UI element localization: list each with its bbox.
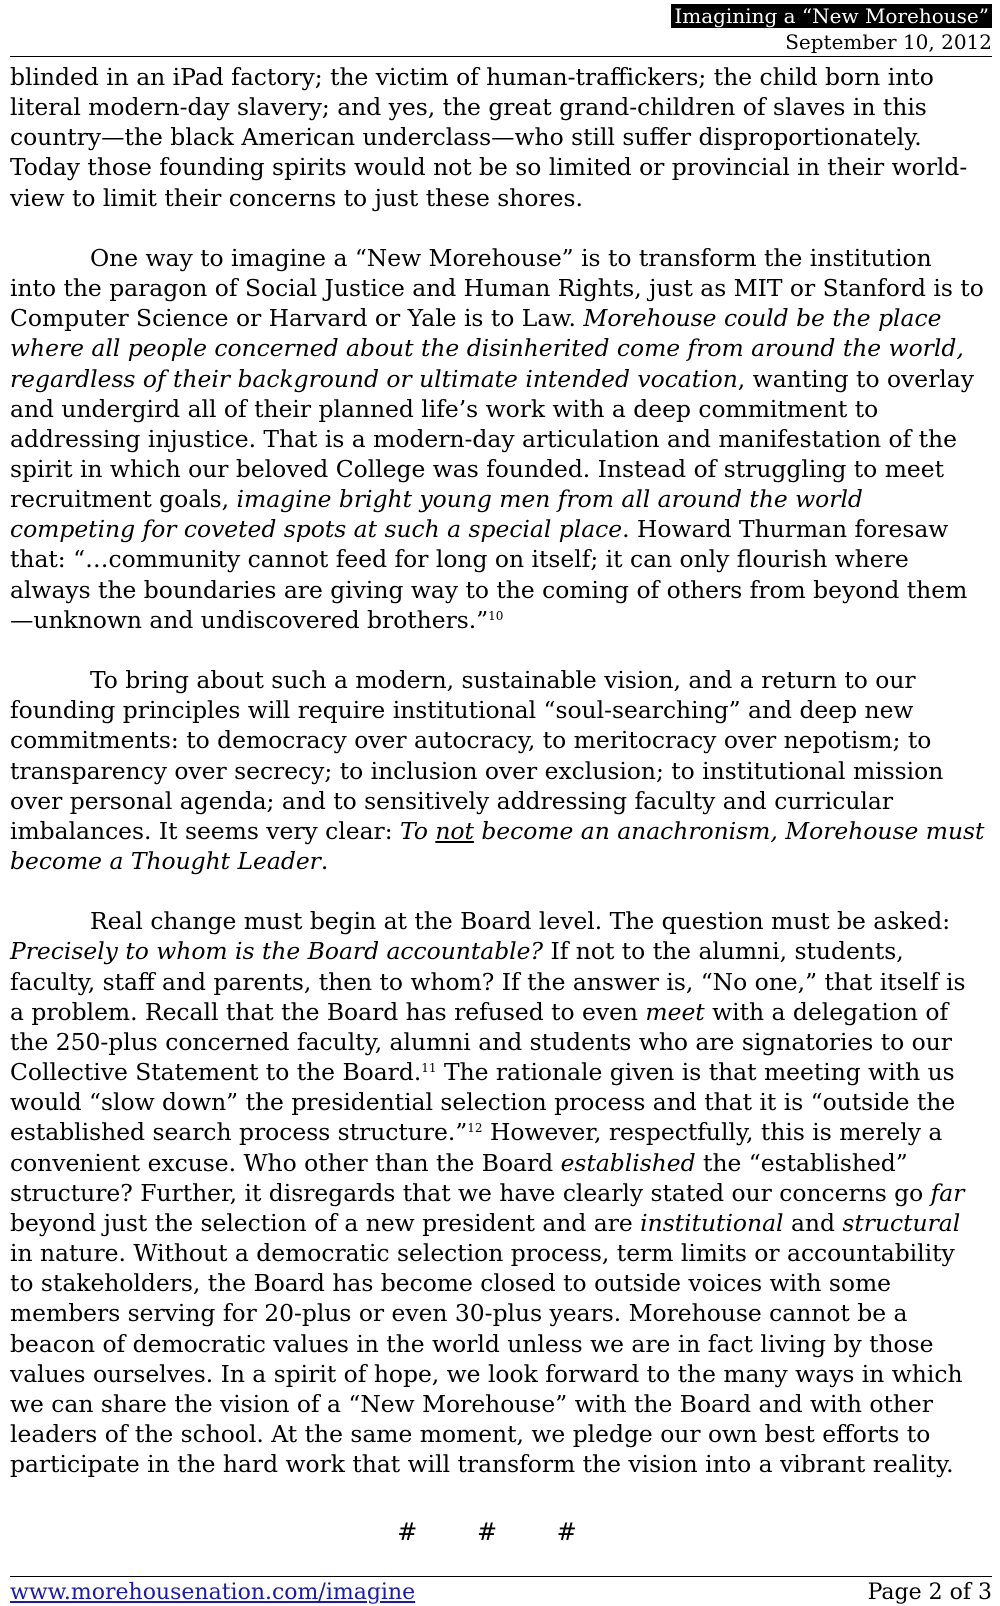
italic-text: Precisely to whom is the Board accountable? — [10, 937, 544, 966]
italic-text: structural — [842, 1208, 961, 1237]
italic-text: institutional — [640, 1208, 784, 1237]
footnote-ref: 11 — [421, 1061, 437, 1076]
italic-text: meet — [645, 997, 705, 1026]
paragraph-text: with a delegation of the 250-plus concerned faculty, alumni and students who are signatories to our Collective Statement to the Board. — [10, 997, 952, 1087]
document-body — [10, 62, 985, 1509]
paragraph-text: beyond just the selection of a new president and are — [10, 1208, 641, 1237]
paragraph-text: . Howard Thurman foresaw that: “…community cannot feed for long on itself; it can only flourish where always the boundaries are giving way to the coming of others from beyond them—unknown and undiscovered brothers.” — [10, 515, 968, 634]
italic-text: imagine bright young men from all around the world competing for coveted spots at such a special place — [10, 485, 863, 544]
paragraph-text: If not to the alumni, students, faculty, staff and parents, then to whom? If the answer is, “No one,” that itself is a problem. Recall that the Board has refused to even — [10, 937, 966, 1026]
paragraph-text: the “established” structure? Further, it disregards that we have clearly stated our concerns go — [10, 1148, 931, 1207]
paragraph-text: , wanting to overlay and undergird all of their planned life’s work with a deep commitment to addressing injustice. That is a modern-day articulation and manifestation of the spirit in which our beloved College was founded. Instead of struggling to meet recruitment goals, — [10, 364, 974, 514]
header-date: September 10, 2012 — [785, 30, 992, 54]
italic-text: To — [400, 816, 436, 845]
end-marks: # # # — [397, 1518, 603, 1546]
italic-text: established — [560, 1148, 696, 1177]
footer-divider — [10, 1576, 992, 1577]
underlined-italic-text: not — [435, 816, 474, 845]
paragraph-text: The rationale given is that meeting with us would “slow down” the presidential selection process and that it is “outside the established search process structure.” — [10, 1058, 956, 1147]
italic-text: become an anachronism, Morehouse must become a Thought Leader — [10, 816, 985, 876]
paragraph-text: Real change must begin at the Board level. The question must be asked: — [90, 907, 951, 936]
header-title: Imagining a “New Morehouse” — [671, 4, 992, 28]
paragraph-text: To bring about such a modern, sustainable vision, and a return to our founding principles will require institutional “soul-searching” and deep new commitments: to democracy over autocracy, to meritocracy over nepotism; to transparency over secrecy; to inclusion over exclusion; to institutional mission over personal agenda; and to sensitively addressing faculty and curricular imbalances. It seems very clear: — [10, 666, 944, 845]
paragraph-text: However, respectfully, this is merely a convenient excuse. Who other than the Board — [10, 1118, 943, 1177]
italic-text: far — [930, 1178, 965, 1207]
footnote-ref: 10 — [488, 608, 504, 623]
paragraph-3 — [10, 665, 985, 876]
paragraph-text: in nature. Without a democratic selection process, term limits or accountability to stakeholders, the Board has become closed to outside voices with some members serving for 20-plus or even 30-plus years. Morehouse cannot be a beacon of democratic values in the world unless we are in fact living by those values ourselves. In a spirit of hope, we look forward to the many ways in which we can share the vision of a “New Morehouse” with the Board and with other leaders of the school. At the same moment, we pledge our own best efforts to participate in the hard work that will transform the vision into a vibrant reality. — [10, 1239, 963, 1479]
paragraph-2 — [10, 243, 985, 635]
footer-link[interactable]: www.morehousenation.com/imagine — [10, 1580, 416, 1605]
header-divider — [10, 56, 992, 57]
footnote-ref: 12 — [467, 1121, 483, 1136]
paragraph-text: . — [320, 847, 329, 876]
page-number: Page 2 of 3 — [867, 1580, 992, 1605]
paragraph-4 — [10, 906, 985, 1479]
italic-text: Morehouse could be the place where all people concerned about the disinherited come from around the world, regardless of their background or ultimate intended vocation — [10, 304, 964, 393]
paragraph-1 — [10, 62, 985, 213]
paragraph-text: blinded in an iPad factory; the victim of human-traffickers; the child born into literal modern-day slavery; and yes, the great grand-children of slaves in this country—the black American underclass—who still suffer disproportionately. Today those founding spirits would not be so limited or provincial in their world-view to limit their concerns to just these shores. — [10, 63, 968, 212]
paragraph-text: One way to imagine a “New Morehouse” is to transform the institution into the paragon of Social Justice and Human Rights, just as MIT or Stanford is to Computer Science or Harvard or Yale is to Law. — [10, 243, 984, 333]
paragraph-text: and — [783, 1208, 843, 1237]
